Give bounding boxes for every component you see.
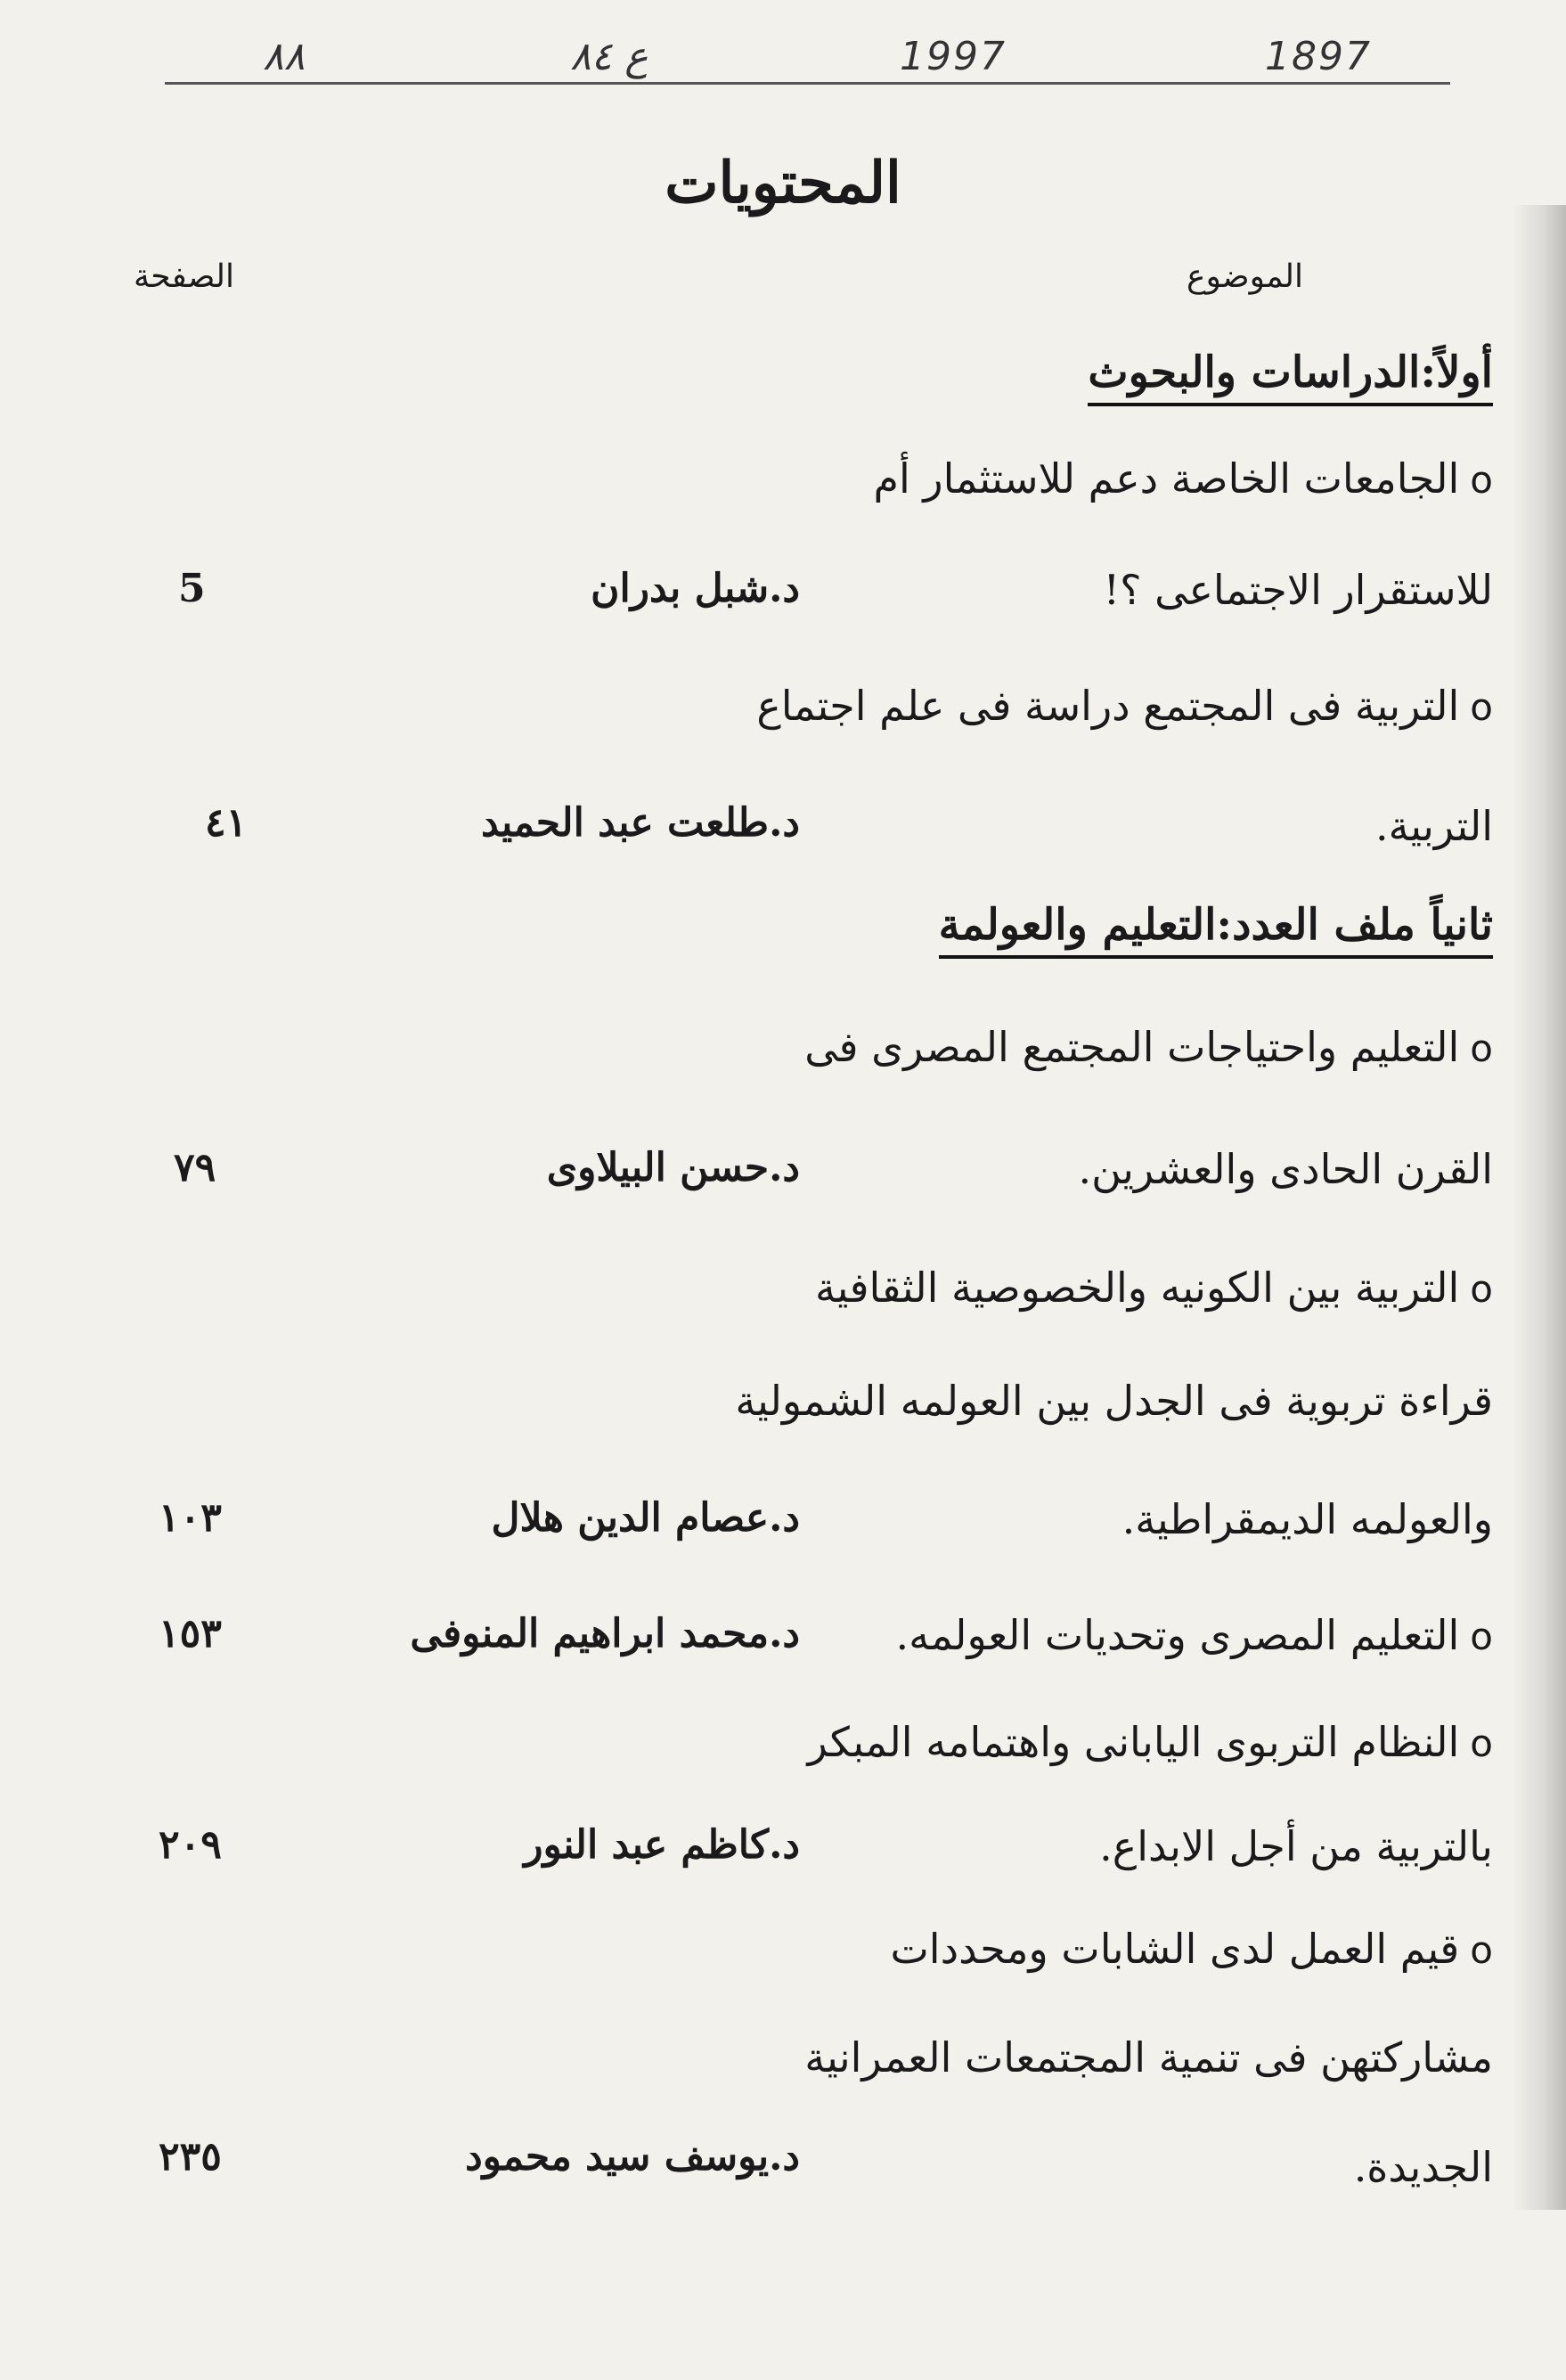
toc-entry-title-cont: الجديدة.	[1353, 2143, 1493, 2191]
toc-entry-text: النظام التربوى اليابانى واهتمامه المبكر	[807, 1718, 1460, 1766]
toc-entry-title-cont: قراءة تربوية فى الجدل بين العولمه الشمولية	[735, 1377, 1493, 1425]
bullet-icon: o	[1470, 1615, 1493, 1658]
toc-entry-author: د.شبل بدران	[591, 566, 800, 611]
toc-entry-title	[808, 1718, 1493, 1766]
toc-entry-text: الجامعات الخاصة دعم للاستثمار أم	[873, 454, 1460, 503]
header-rule	[165, 82, 1450, 85]
toc-entry-title-cont: مشاركتهن فى تنمية المجتمعات العمرانية	[804, 2033, 1493, 2081]
toc-entry-author: د.حسن البيلاوى	[546, 1145, 800, 1190]
toc-entry-page: ٢٣٥	[159, 2134, 222, 2180]
toc-entry-text: التربية فى المجتمع دراسة فى علم اجتماع	[756, 682, 1460, 730]
toc-entry-text: قيم العمل لدى الشابات ومحددات	[890, 1925, 1460, 1973]
column-header-page: الصفحة	[134, 258, 234, 295]
toc-entry-title	[804, 1023, 1493, 1071]
toc-entry-title	[874, 454, 1493, 503]
toc-entry-author: د.محمد ابراهيم المنوفى	[410, 1611, 800, 1656]
handwritten-number: ٨٨	[263, 34, 306, 79]
bullet-icon: o	[1470, 458, 1493, 502]
toc-entry-text: التعليم المصرى وتحديات العولمه.	[895, 1611, 1460, 1659]
handwritten-code: ع ٨٤	[570, 34, 648, 79]
toc-entry-author: د.طلعت عبد الحميد	[480, 800, 800, 846]
bullet-icon: o	[1470, 1928, 1493, 1972]
section-heading: ثانياً ملف العدد:التعليم والعولمة	[939, 900, 1493, 959]
bullet-icon: o	[1470, 1267, 1493, 1311]
toc-entry-page: ٧٩	[174, 1145, 216, 1190]
handwritten-number: 1997	[900, 34, 1007, 79]
handwritten-number: 1897	[1265, 34, 1372, 79]
toc-entry-text: التربية بين الكونيه والخصوصية الثقافية	[814, 1264, 1460, 1312]
section-heading: أولاً:الدراسات والبحوث	[1088, 348, 1493, 406]
column-header-subject: الموضوع	[1186, 258, 1303, 295]
toc-entry-title-cont: التربية.	[1374, 802, 1493, 850]
toc-entry-author: د.يوسف سيد محمود	[465, 2134, 800, 2180]
toc-entry-title	[896, 1611, 1493, 1659]
toc-entry-page: 5	[178, 566, 206, 611]
toc-entry-page: ١٥٣	[159, 1611, 222, 1656]
bullet-icon: o	[1470, 1026, 1493, 1070]
toc-entry-title-cont: للاستقرار الاجتماعى ؟!	[1103, 566, 1493, 614]
bullet-icon: o	[1470, 685, 1493, 729]
toc-entry-title-cont: بالتربية من أجل الابداع.	[1099, 1822, 1493, 1870]
page-title: المحتويات	[665, 150, 901, 217]
toc-entry-title	[815, 1264, 1493, 1312]
page-fold-shadow	[1513, 205, 1566, 2210]
toc-entry-title-cont: والعولمه الديمقراطية.	[1121, 1495, 1493, 1543]
toc-entry-author: د.كاظم عبد النور	[524, 1822, 800, 1868]
toc-entry-page: ٤١	[205, 800, 248, 846]
toc-entry-text: التعليم واحتياجات المجتمع المصرى فى	[804, 1023, 1460, 1071]
toc-entry-title	[756, 682, 1493, 730]
toc-entry-title	[891, 1925, 1494, 1973]
bullet-icon: o	[1470, 1722, 1493, 1765]
toc-entry-page: ٢٠٩	[159, 1822, 222, 1868]
toc-entry-page: ١٠٣	[159, 1495, 222, 1541]
toc-entry-author: د.عصام الدين هلال	[491, 1495, 800, 1541]
toc-entry-title-cont: القرن الحادى والعشرين.	[1078, 1145, 1493, 1193]
